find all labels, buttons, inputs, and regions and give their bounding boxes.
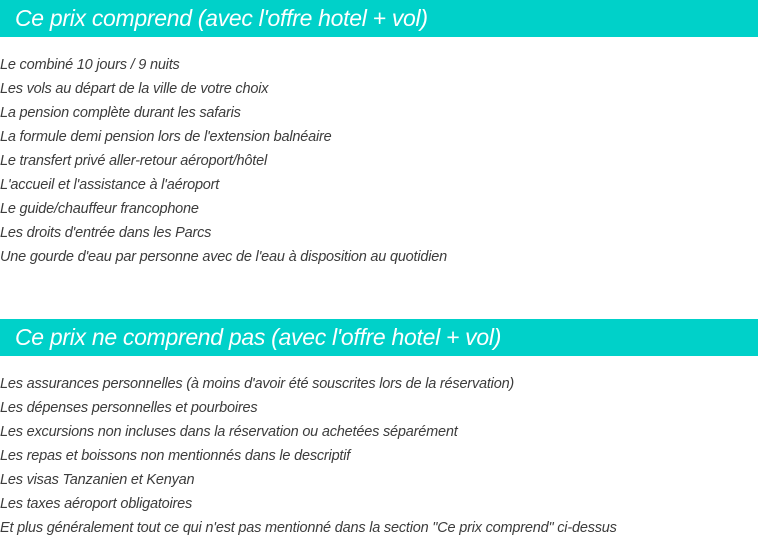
included-items-list bbox=[0, 53, 447, 269]
included-section-title: Ce prix comprend (avec l'offre hotel + vol) bbox=[0, 0, 758, 37]
included-item: Le guide/chauffeur francophone bbox=[0, 201, 199, 217]
excluded-item: Les repas et boissons non mentionnés dans le descriptif bbox=[0, 448, 351, 464]
included-item: La formule demi pension lors de l'extension balnéaire bbox=[0, 129, 332, 145]
included-item: Les droits d'entrée dans les Parcs bbox=[0, 225, 212, 241]
included-item: Les vols au départ de la ville de votre choix bbox=[0, 81, 269, 97]
excluded-item: Les excursions non incluses dans la réservation ou achetées séparément bbox=[0, 424, 458, 440]
excluded-section-title: Ce prix ne comprend pas (avec l'offre hotel + vol) bbox=[0, 319, 758, 356]
excluded-items-list bbox=[0, 372, 617, 540]
excluded-item: Les dépenses personnelles et pourboires bbox=[0, 400, 258, 416]
included-item: La pension complète durant les safaris bbox=[0, 105, 241, 121]
excluded-item: Les visas Tanzanien et Kenyan bbox=[0, 472, 195, 488]
excluded-item: Et plus généralement tout ce qui n'est pas mentionné dans la section "Ce prix comprend" ci-dessus bbox=[0, 520, 617, 536]
included-item: Une gourde d'eau par personne avec de l'eau à disposition au quotidien bbox=[0, 249, 448, 265]
excluded-item: Les taxes aéroport obligatoires bbox=[0, 496, 193, 512]
included-item: L'accueil et l'assistance à l'aéroport bbox=[0, 177, 220, 193]
excluded-item: Les assurances personnelles (à moins d'avoir été souscrites lors de la réservation) bbox=[0, 376, 515, 392]
included-item: Le transfert privé aller-retour aéroport/hôtel bbox=[0, 153, 267, 169]
included-item: Le combiné 10 jours / 9 nuits bbox=[0, 57, 180, 73]
